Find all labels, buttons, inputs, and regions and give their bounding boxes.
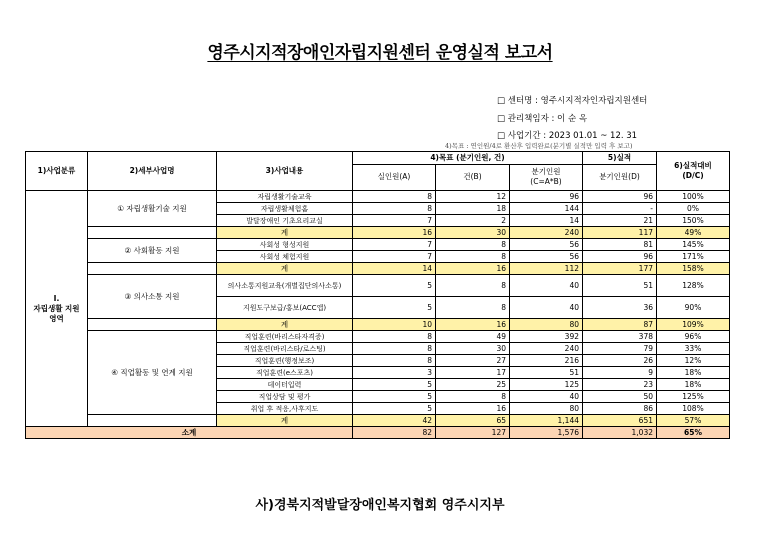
ratio-cell: 128% <box>657 275 730 297</box>
table-row <box>26 191 730 203</box>
ratio-cell: 33% <box>657 343 730 355</box>
count-cell: 2 <box>436 215 510 227</box>
result-cell: 23 <box>583 379 657 391</box>
header-ratio-sub: (D/C) <box>682 171 704 180</box>
subtotal-result: 117 <box>583 227 657 239</box>
ratio-cell: 0% <box>657 203 730 215</box>
sub-project-name: ② 사회활동 지원 <box>88 239 217 263</box>
quarter-cell: 80 <box>510 403 583 415</box>
content-cell: 직업상담 및 평가 <box>217 391 353 403</box>
quarter-cell: 56 <box>510 239 583 251</box>
content-cell: 데이터입력 <box>217 379 353 391</box>
sub-project-name: ① 자립생활기술 지원 <box>88 191 217 227</box>
result-cell: 96 <box>583 191 657 203</box>
content-cell: 자립생활체험홈 <box>217 203 353 215</box>
real-cell: 7 <box>353 215 436 227</box>
header-quarter <box>510 164 583 190</box>
content-cell: 직업훈련(바리스타/로스팅) <box>217 343 353 355</box>
total-count: 127 <box>436 427 510 439</box>
header-sub-project: 2)세부사업명 <box>88 152 217 191</box>
real-cell: 5 <box>353 275 436 297</box>
result-cell: 50 <box>583 391 657 403</box>
count-cell: 8 <box>436 297 510 319</box>
subtotal-label: 계 <box>217 263 353 275</box>
real-cell: 8 <box>353 355 436 367</box>
header-count: 건(B) <box>436 164 510 190</box>
real-cell: 5 <box>353 403 436 415</box>
report-title <box>0 38 760 63</box>
quarter-cell: 144 <box>510 203 583 215</box>
target-note: 4)목표 : 연인원/4로 환산후 입력완료(분기별 실적만 입력 후 보고) <box>445 142 633 150</box>
ratio-cell: 96% <box>657 331 730 343</box>
subtotal-quarter: 112 <box>510 263 583 275</box>
real-cell: 8 <box>353 343 436 355</box>
result-cell: 79 <box>583 343 657 355</box>
quarter-cell: 51 <box>510 367 583 379</box>
content-cell: 취업 후 적응,사후지도 <box>217 403 353 415</box>
ratio-cell: 18% <box>657 379 730 391</box>
subtotal-row <box>26 415 730 427</box>
count-cell: 8 <box>436 239 510 251</box>
header-target: 4)목표 (분기인원, 건) <box>353 152 583 165</box>
count-cell: 8 <box>436 275 510 297</box>
result-cell: 9 <box>583 367 657 379</box>
subtotal-real: 10 <box>353 319 436 331</box>
result-cell: 26 <box>583 355 657 367</box>
header-ratio-label: 6)실적대비 <box>674 161 712 170</box>
quarter-cell: 392 <box>510 331 583 343</box>
report-title-text: 영주시지적장애인자립지원센터 운영실적 보고서 <box>207 43 553 63</box>
table-row <box>26 275 730 297</box>
ratio-cell: 145% <box>657 239 730 251</box>
ratio-cell: 90% <box>657 297 730 319</box>
subtotal-real: 14 <box>353 263 436 275</box>
subtotal-ratio: 158% <box>657 263 730 275</box>
header-ratio <box>657 152 730 191</box>
result-cell: 21 <box>583 215 657 227</box>
content-cell: 지원도구보급/홍보(ACC앱) <box>217 297 353 319</box>
content-cell: 의사소통지원교육(개별집단의사소통) <box>217 275 353 297</box>
content-cell: 직업훈련(바리스타자격증) <box>217 331 353 343</box>
content-cell: 자립생활기술교육 <box>217 191 353 203</box>
subtotal-blank <box>88 415 217 427</box>
header-quarter-label: 분기인원 <box>531 167 561 177</box>
report-body <box>26 191 730 439</box>
real-cell: 5 <box>353 297 436 319</box>
content-cell: 직업훈련(e스포츠) <box>217 367 353 379</box>
content-cell: 직업훈련(행정보조) <box>217 355 353 367</box>
subtotal-count: 16 <box>436 319 510 331</box>
ratio-cell: 12% <box>657 355 730 367</box>
sub-project-name: ④ 직업활동 및 연계 지원 <box>88 331 217 415</box>
report-table <box>25 151 730 439</box>
total-ratio: 65% <box>657 427 730 439</box>
subtotal-ratio: 57% <box>657 415 730 427</box>
real-cell: 5 <box>353 379 436 391</box>
content-cell: 사회성 체험지원 <box>217 251 353 263</box>
sub-project-name: ③ 의사소통 지원 <box>88 275 217 319</box>
real-cell: 8 <box>353 331 436 343</box>
real-cell: 7 <box>353 251 436 263</box>
result-cell: 378 <box>583 331 657 343</box>
real-cell: 8 <box>353 191 436 203</box>
table-row <box>26 239 730 251</box>
total-result: 1,032 <box>583 427 657 439</box>
header-quarter-formula: (C=A*B) <box>530 177 562 187</box>
ratio-cell: 125% <box>657 391 730 403</box>
total-label: 소계 <box>26 427 353 439</box>
result-cell: - <box>583 203 657 215</box>
quarter-cell: 56 <box>510 251 583 263</box>
total-row <box>26 427 730 439</box>
real-cell: 7 <box>353 239 436 251</box>
real-cell: 5 <box>353 391 436 403</box>
result-cell: 51 <box>583 275 657 297</box>
subtotal-label: 계 <box>217 415 353 427</box>
subtotal-quarter: 80 <box>510 319 583 331</box>
project-period: □ 사업기간 : 2023 01.01 ~ 12. 31 <box>497 131 638 141</box>
subtotal-ratio: 109% <box>657 319 730 331</box>
count-cell: 8 <box>436 251 510 263</box>
center-name: □ 센터명 : 영주시지적자인자립지원센터 <box>497 96 648 106</box>
total-real: 82 <box>353 427 436 439</box>
count-cell: 16 <box>436 403 510 415</box>
category-label: 자립생활 지원 <box>33 303 80 313</box>
total-quarter: 1,576 <box>510 427 583 439</box>
footer-organization: 사)경북지적발달장애인복지협회 영주시지부 <box>255 498 505 513</box>
subtotal-row <box>26 319 730 331</box>
subtotal-real: 16 <box>353 227 436 239</box>
subtotal-blank <box>88 319 217 331</box>
quarter-cell: 40 <box>510 391 583 403</box>
quarter-cell: 125 <box>510 379 583 391</box>
quarter-cell: 14 <box>510 215 583 227</box>
quarter-cell: 216 <box>510 355 583 367</box>
subtotal-quarter: 240 <box>510 227 583 239</box>
real-cell: 3 <box>353 367 436 379</box>
subtotal-count: 16 <box>436 263 510 275</box>
count-cell: 8 <box>436 391 510 403</box>
result-cell: 81 <box>583 239 657 251</box>
subtotal-label: 계 <box>217 319 353 331</box>
category-cell <box>26 191 88 427</box>
subtotal-quarter: 1,144 <box>510 415 583 427</box>
header-result: 5)실적 <box>583 152 657 165</box>
category-label: I. <box>53 293 60 303</box>
subtotal-count: 30 <box>436 227 510 239</box>
subtotal-label: 계 <box>217 227 353 239</box>
count-cell: 30 <box>436 343 510 355</box>
count-cell: 49 <box>436 331 510 343</box>
count-cell: 17 <box>436 367 510 379</box>
subtotal-row <box>26 263 730 275</box>
content-cell: 발달장애인 기초요리교실 <box>217 215 353 227</box>
subtotal-row <box>26 227 730 239</box>
ratio-cell: 108% <box>657 403 730 415</box>
count-cell: 18 <box>436 203 510 215</box>
ratio-cell: 18% <box>657 367 730 379</box>
subtotal-ratio: 49% <box>657 227 730 239</box>
subtotal-blank <box>88 263 217 275</box>
category-label: 영역 <box>49 313 64 323</box>
header-content: 3)사업내용 <box>217 152 353 191</box>
real-cell: 8 <box>353 203 436 215</box>
manager-name: □ 관리책임자 : 이 순 옥 <box>497 114 588 124</box>
subtotal-real: 42 <box>353 415 436 427</box>
header-result-sub: 분기인원(D) <box>583 164 657 190</box>
ratio-cell: 100% <box>657 191 730 203</box>
header-category: 1)사업분류 <box>26 152 88 191</box>
subtotal-result: 177 <box>583 263 657 275</box>
header-real: 실인원(A) <box>353 164 436 190</box>
subtotal-result: 87 <box>583 319 657 331</box>
quarter-cell: 240 <box>510 343 583 355</box>
quarter-cell: 40 <box>510 275 583 297</box>
subtotal-result: 651 <box>583 415 657 427</box>
table-row <box>26 331 730 343</box>
count-cell: 12 <box>436 191 510 203</box>
subtotal-count: 65 <box>436 415 510 427</box>
quarter-cell: 40 <box>510 297 583 319</box>
ratio-cell: 171% <box>657 251 730 263</box>
count-cell: 27 <box>436 355 510 367</box>
quarter-cell: 96 <box>510 191 583 203</box>
result-cell: 36 <box>583 297 657 319</box>
ratio-cell: 150% <box>657 215 730 227</box>
count-cell: 25 <box>436 379 510 391</box>
result-cell: 86 <box>583 403 657 415</box>
subtotal-blank <box>88 227 217 239</box>
result-cell: 96 <box>583 251 657 263</box>
content-cell: 사회성 형성지원 <box>217 239 353 251</box>
